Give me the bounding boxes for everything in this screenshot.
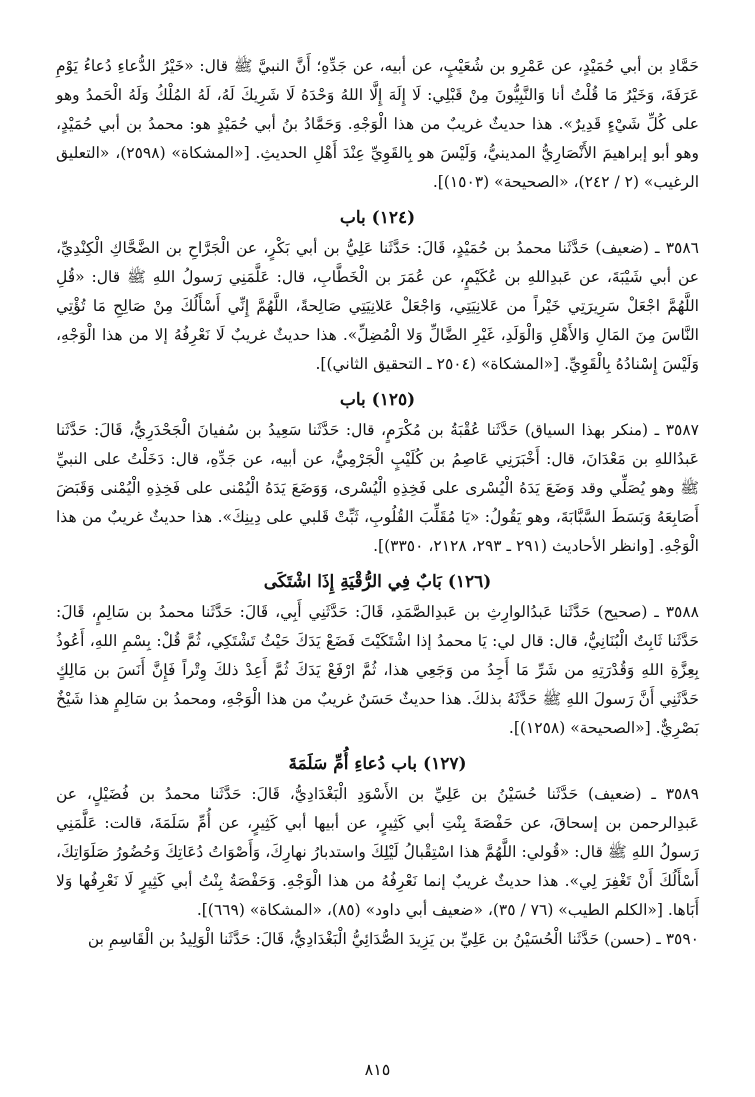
hadith-3588-paragraph: ٣٥٨٨ ـ (صحيح) حَدَّثَنا عَبدُالوارِثِ بن عَبدِالصَّمَدِ، قَالَ: حَدَّثَنِي أَبِي، قَالَ: حَدَّثَنا محمدُ بن سَالِمٍ، قَالَ: حَدَّثَنا ثَابِتٌ الْبُنَانِيُّ، قال: قال لي: يَا محمدُ إذا اشْتَكَيْتَ فَضَعْ يَدَكَ حَيْثُ تَشْتَكِي، ثُمَّ قُلْ: بِسْمِ اللهِ، أَعُوذُ بِعِزَّةِ اللهِ وَقُدْرَتِهِ من شَرِّ مَا أَجِدُ من وَجَعِي هذا، ثُمَّ ارْفَعْ يَدَكَ ثُمَّ أَعِدْ ذلكَ وِتْراً فَإِنَّ أَنَسَ بن مَالِكٍ حَدَّثَنِي أَنَّ رَسولَ اللهِ ﷺ حَدَّثَهُ بذلكَ. هذا حديثٌ حَسَنٌ غريبٌ من هذا الْوَجْهِ، ومحمدُ بن سَالِمٍ هذا شَيْخٌ بَصْرِيٌّ. [«الصحيحة» (١٢٥٨)].	[56, 603, 699, 737]
chapter-heading-127: (١٢٧) باب دُعاءِ أُمِّ سَلَمَةَ	[288, 754, 467, 774]
chapter-heading-124: (١٢٤) باب	[339, 208, 416, 228]
hadith-3586-paragraph: ٣٥٨٦ ـ (ضعيف) حَدَّثَنا محمدُ بن حُمَيْدٍ، قَالَ: حَدَّثَنا عَلِيُّ بن أبي بَكْرٍ، عن الْجَرَّاحِ بن الضَّحَّاكِ الْكِنْدِيِّ، عن أبي شَيْبَةَ، عن عَبدِاللهِ بن عُكَيْمٍ، عن عُمَرَ بن الْخَطَّابِ، قال: عَلَّمَنِي رَسولُ اللهِ ﷺ قال: «قُلِ اللَّهُمَّ اجْعَلْ سَرِيرَتِي خَيْراً من عَلانِيَتِي، وَاجْعَلْ عَلانِيَتِي صَالِحةً، اللَّهُمَّ إِنِّي أَسْأَلُكَ مِنْ صَالِحِ مَا تُؤْتِي النَّاسَ مِنَ المَالِ وَالأَهْلِ وَالْوَلَدِ، غَيْرِ الضَّالِّ وَلا الْمُضِلِّ». هذا حديثٌ غريبٌ لَا نَعْرِفُهُ إلا من هذا الْوَجْهِ، وَلَيْسَ إِسْنادُهُ بِالْقَوِيِّ. [«المشكاة» (٢٥٠٤ ـ التحقيق الثاني)].	[56, 239, 699, 373]
chapter-heading-126: (١٢٦) بَابٌ فِي الرُّقْيَةِ إِذَا اشْتَكَى	[263, 572, 492, 592]
hadith-continuation-paragraph: حَمَّادِ بن أبي حُمَيْدٍ، عن عَمْرِو بن شُعَيْبٍ، عن أبيه، عن جَدِّهِ؛ أَنَّ النبيَّ ﷺ قال: «خَيْرُ الدُّعاءِ دُعاءُ يَوْمِ عَرَفَةَ، وَخَيْرُ مَا قُلْتُ أنا وَالنَّبِيُّونَ مِنْ قَبْلِي: لَا إِلَهَ إِلَّا اللهُ وَحْدَهُ لَا شَرِيكَ لَهُ، لَهُ المُلْكُ وَلَهُ الْحَمدُ وهو على كُلِّ شَيْءٍ قَدِيرٌ». هذا حديثٌ غريبٌ من هذا الْوَجْهِ. وَحَمَّادُ بنُ أبي حُمَيْدٍ هو: محمدُ بن أبي حُمَيْدٍ، وهو أبو إبراهيمَ الأَنْصَارِيُّ المدينيُّ، وَلَيْسَ هو بِالقَوِيِّ عِنْدَ أَهْلِ الحديثِ. [«المشكاة» (٢٥٩٨)، «التعليق الرغيب» (٢ / ٢٤٢)، «الصحيحة» (١٥٠٣)].	[56, 57, 699, 191]
hadith-3587-paragraph: ٣٥٨٧ ـ (منكر بهذا السياق) حَدَّثَنا عُقْبَةُ بن مُكْرَمٍ، قال: حَدَّثَنا سَعِيدُ بن سُفيانَ الْجَحْدَرِيُّ، قَالَ: حَدَّثَنا عَبدُاللهِ بن مَعْدَانَ، قال: أَخْبَرَنِي عَاصِمُ بن كُلَيْبٍ الْجَرْمِيُّ، عن أبيه، عن جَدِّهِ، قال: دَخَلْتُ على النبيِّ ﷺ وهو يُصَلِّي وقد وَضَعَ يَدَهُ الْيُسْرى على فَخِذِهِ الْيُسْرى، وَوَضَعَ يَدَهُ الْيُمْنى على فَخِذِهِ الْيُمْنى وَقَبَضَ أَصَابِعَهُ وَبَسَطَ السَّبَّابَةَ، وهو يَقُولُ: «يَا مُقَلِّبَ القُلُوبِ، ثَبِّتْ قَلبي على دِينِكَ». هذا حديثٌ غريبٌ من هذا الْوَجْهِ. [وانظر الأحاديث (٢٩١ ـ ٢٩٣، ٢١٢٨، ٣٣٥٠)].	[56, 421, 699, 555]
hadith-3589-paragraph: ٣٥٨٩ ـ (ضعيف) حَدَّثَنا حُسَيْنُ بن عَلِيِّ بن الأَسْوَدِ الْبَغْدَادِيُّ، قَالَ: حَدَّثَنا محمدُ بن فُضَيْلٍ، عن عَبدِالرحمن بن إسحاقَ، عن حَفْصَةَ بِنْتِ أبي كَثِيرٍ، عن أبيها أبي كَثِيرٍ، عن أُمِّ سَلَمَةَ، قالت: عَلَّمَنِي رَسولُ اللهِ ﷺ قال: «قُولي: اللَّهُمَّ هذا اسْتِقْبالُ لَيْلِكَ واستدبارُ نهارِكَ، وَأَصْوَاتُ دُعَاتِكَ وَحُضُورُ صَلَوَاتِكَ، أَسْأَلُكَ أَنْ تَغْفِرَ لِي». هذا حديثٌ غريبٌ إنما نَعْرِفُهُ من هذا الْوَجْهِ. وَحَفْصَةُ بِنْتُ أبي كَثِيرٍ لَا نَعْرِفُها وَلا أَبَاها. [«الكلم الطيب» (٧٦ / ٣٥)، «ضعيف أبي داود» (٨٥)، «المشكاة» (٦٦٩)].	[56, 785, 699, 919]
page-body	[56, 52, 699, 954]
hadith-3590-paragraph: ٣٥٩٠ ـ (حسن) حَدَّثَنا الْحُسَيْنُ بن عَلِيِّ بن يَزِيدَ الصُّدَائِيُّ الْبَغْدَادِيُّ، قَالَ: حَدَّثَنا الْوَلِيدُ بن الْقَاسِمِ بن	[87, 930, 699, 948]
page-number: ٨١٥	[364, 1060, 391, 1079]
chapter-heading-125: (١٢٥) باب	[339, 390, 416, 410]
